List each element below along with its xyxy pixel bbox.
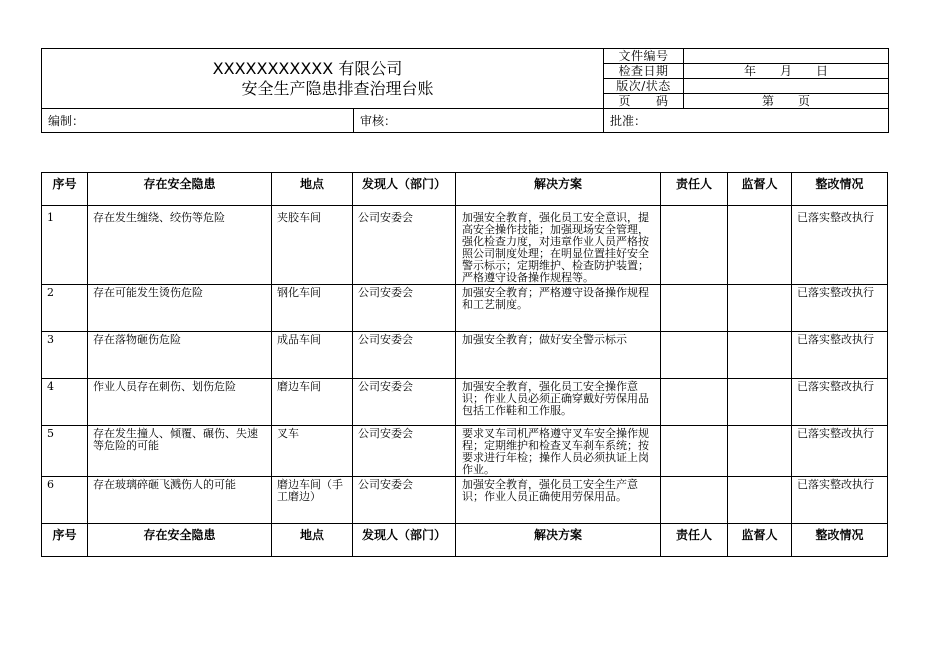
row-solution: 加强安全教育；严格遵守设备操作规程和工艺制度。 <box>456 285 661 332</box>
row-status: 已落实整改执行 <box>792 206 888 285</box>
row-status: 已落实整改执行 <box>792 477 888 524</box>
row-hazard: 存在可能发生烫伤危险 <box>88 285 272 332</box>
row-supervisor <box>728 379 792 426</box>
row-owner <box>661 206 728 285</box>
title-block <box>42 49 604 109</box>
row-hazard: 存在落物砸伤危险 <box>88 332 272 379</box>
table-row <box>42 332 888 379</box>
row-location: 夹胶车间 <box>272 206 353 285</box>
col-header-location: 地点 <box>272 173 353 206</box>
approved-by-field: 批准： <box>604 109 889 133</box>
row-status: 已落实整改执行 <box>792 379 888 426</box>
row-supervisor <box>728 285 792 332</box>
row-supervisor <box>728 426 792 477</box>
row-status: 已落实整改执行 <box>792 332 888 379</box>
table-row <box>42 285 888 332</box>
row-finder: 公司安委会 <box>353 332 456 379</box>
col-header-status: 整改情况 <box>792 173 888 206</box>
reviewed-by-field: 审核： <box>354 109 604 133</box>
row-owner <box>661 285 728 332</box>
footer-header-status: 整改情况 <box>792 524 888 557</box>
row-owner <box>661 379 728 426</box>
row-location: 磨边车间（手工磨边） <box>272 477 353 524</box>
footer-header-location: 地点 <box>272 524 353 557</box>
row-owner <box>661 477 728 524</box>
row-location: 钢化车间 <box>272 285 353 332</box>
row-solution: 加强安全教育，强化员工安全操作意识；作业人员必须正确穿戴好劳保用品包括工作鞋和工作服。 <box>456 379 661 426</box>
footer-header-supervisor: 监督人 <box>728 524 792 557</box>
col-header-owner: 责任人 <box>661 173 728 206</box>
row-no: 1 <box>42 206 88 285</box>
table-row <box>42 426 888 477</box>
signoff-row <box>41 108 889 133</box>
col-header-hazard: 存在安全隐患 <box>88 173 272 206</box>
meta-value-check-date: 年 月 日 <box>684 64 889 79</box>
row-no: 4 <box>42 379 88 426</box>
document-header <box>41 48 889 109</box>
row-solution: 要求叉车司机严格遵守叉车安全操作规程；定期维护和检查叉车刹车系统；按要求进行年检；操作人员必须执证上岗作业。 <box>456 426 661 477</box>
table-row <box>42 379 888 426</box>
col-header-solution: 解决方案 <box>456 173 661 206</box>
row-supervisor <box>728 206 792 285</box>
compiled-by-field: 编制： <box>42 109 354 133</box>
row-solution: 加强安全教育；做好安全警示标示 <box>456 332 661 379</box>
row-no: 6 <box>42 477 88 524</box>
col-header-no: 序号 <box>42 173 88 206</box>
row-solution: 加强安全教育，强化员工安全生产意识；作业人员正确使用劳保用品。 <box>456 477 661 524</box>
row-hazard: 存在发生撞人、倾覆、碾伤、失速等危险的可能 <box>88 426 272 477</box>
table-row <box>42 477 888 524</box>
row-finder: 公司安委会 <box>353 477 456 524</box>
hazard-ledger-table <box>41 172 888 557</box>
row-no: 3 <box>42 332 88 379</box>
row-status: 已落实整改执行 <box>792 285 888 332</box>
table-header-row <box>42 173 888 206</box>
footer-header-finder: 发现人（部门） <box>353 524 456 557</box>
row-location: 叉车 <box>272 426 353 477</box>
row-hazard: 存在玻璃碎砸飞溅伤人的可能 <box>88 477 272 524</box>
row-supervisor <box>728 477 792 524</box>
row-location: 成品车间 <box>272 332 353 379</box>
footer-header-owner: 责任人 <box>661 524 728 557</box>
row-owner <box>661 332 728 379</box>
row-owner <box>661 426 728 477</box>
meta-value-version <box>684 79 889 94</box>
footer-header-hazard: 存在安全隐患 <box>88 524 272 557</box>
meta-value-page: 第 页 <box>684 94 889 109</box>
company-name: XXXXXXXXXXX 有限公司 <box>212 58 403 78</box>
footer-header-solution: 解决方案 <box>456 524 661 557</box>
row-location: 磨边车间 <box>272 379 353 426</box>
row-finder: 公司安委会 <box>353 426 456 477</box>
meta-label-page: 页 码 <box>604 94 684 109</box>
row-finder: 公司安委会 <box>353 379 456 426</box>
row-hazard: 作业人员存在刺伤、划伤危险 <box>88 379 272 426</box>
table-row <box>42 206 888 285</box>
document-title: 安全生产隐患排查治理台账 <box>241 78 434 98</box>
meta-label-check-date: 检查日期 <box>604 64 684 79</box>
row-status: 已落实整改执行 <box>792 426 888 477</box>
row-hazard: 存在发生缠绕、绞伤等危险 <box>88 206 272 285</box>
meta-value-doc-no <box>684 49 889 64</box>
col-header-finder: 发现人（部门） <box>353 173 456 206</box>
row-solution: 加强安全教育，强化员工安全意识，提高安全操作技能；加强现场安全管理，强化检查力度，对违章作业人员严格按照公司制度处理；在明显位置挂好安全警示标示；定期维护、检查防护装置；严格遵守设备操作规程等。 <box>456 206 661 285</box>
row-supervisor <box>728 332 792 379</box>
row-no: 5 <box>42 426 88 477</box>
row-no: 2 <box>42 285 88 332</box>
table-footer-row <box>42 524 888 557</box>
meta-label-doc-no: 文件编号 <box>604 49 684 64</box>
meta-label-version: 版次/状态 <box>604 79 684 94</box>
row-finder: 公司安委会 <box>353 285 456 332</box>
col-header-supervisor: 监督人 <box>728 173 792 206</box>
row-finder: 公司安委会 <box>353 206 456 285</box>
footer-header-no: 序号 <box>42 524 88 557</box>
